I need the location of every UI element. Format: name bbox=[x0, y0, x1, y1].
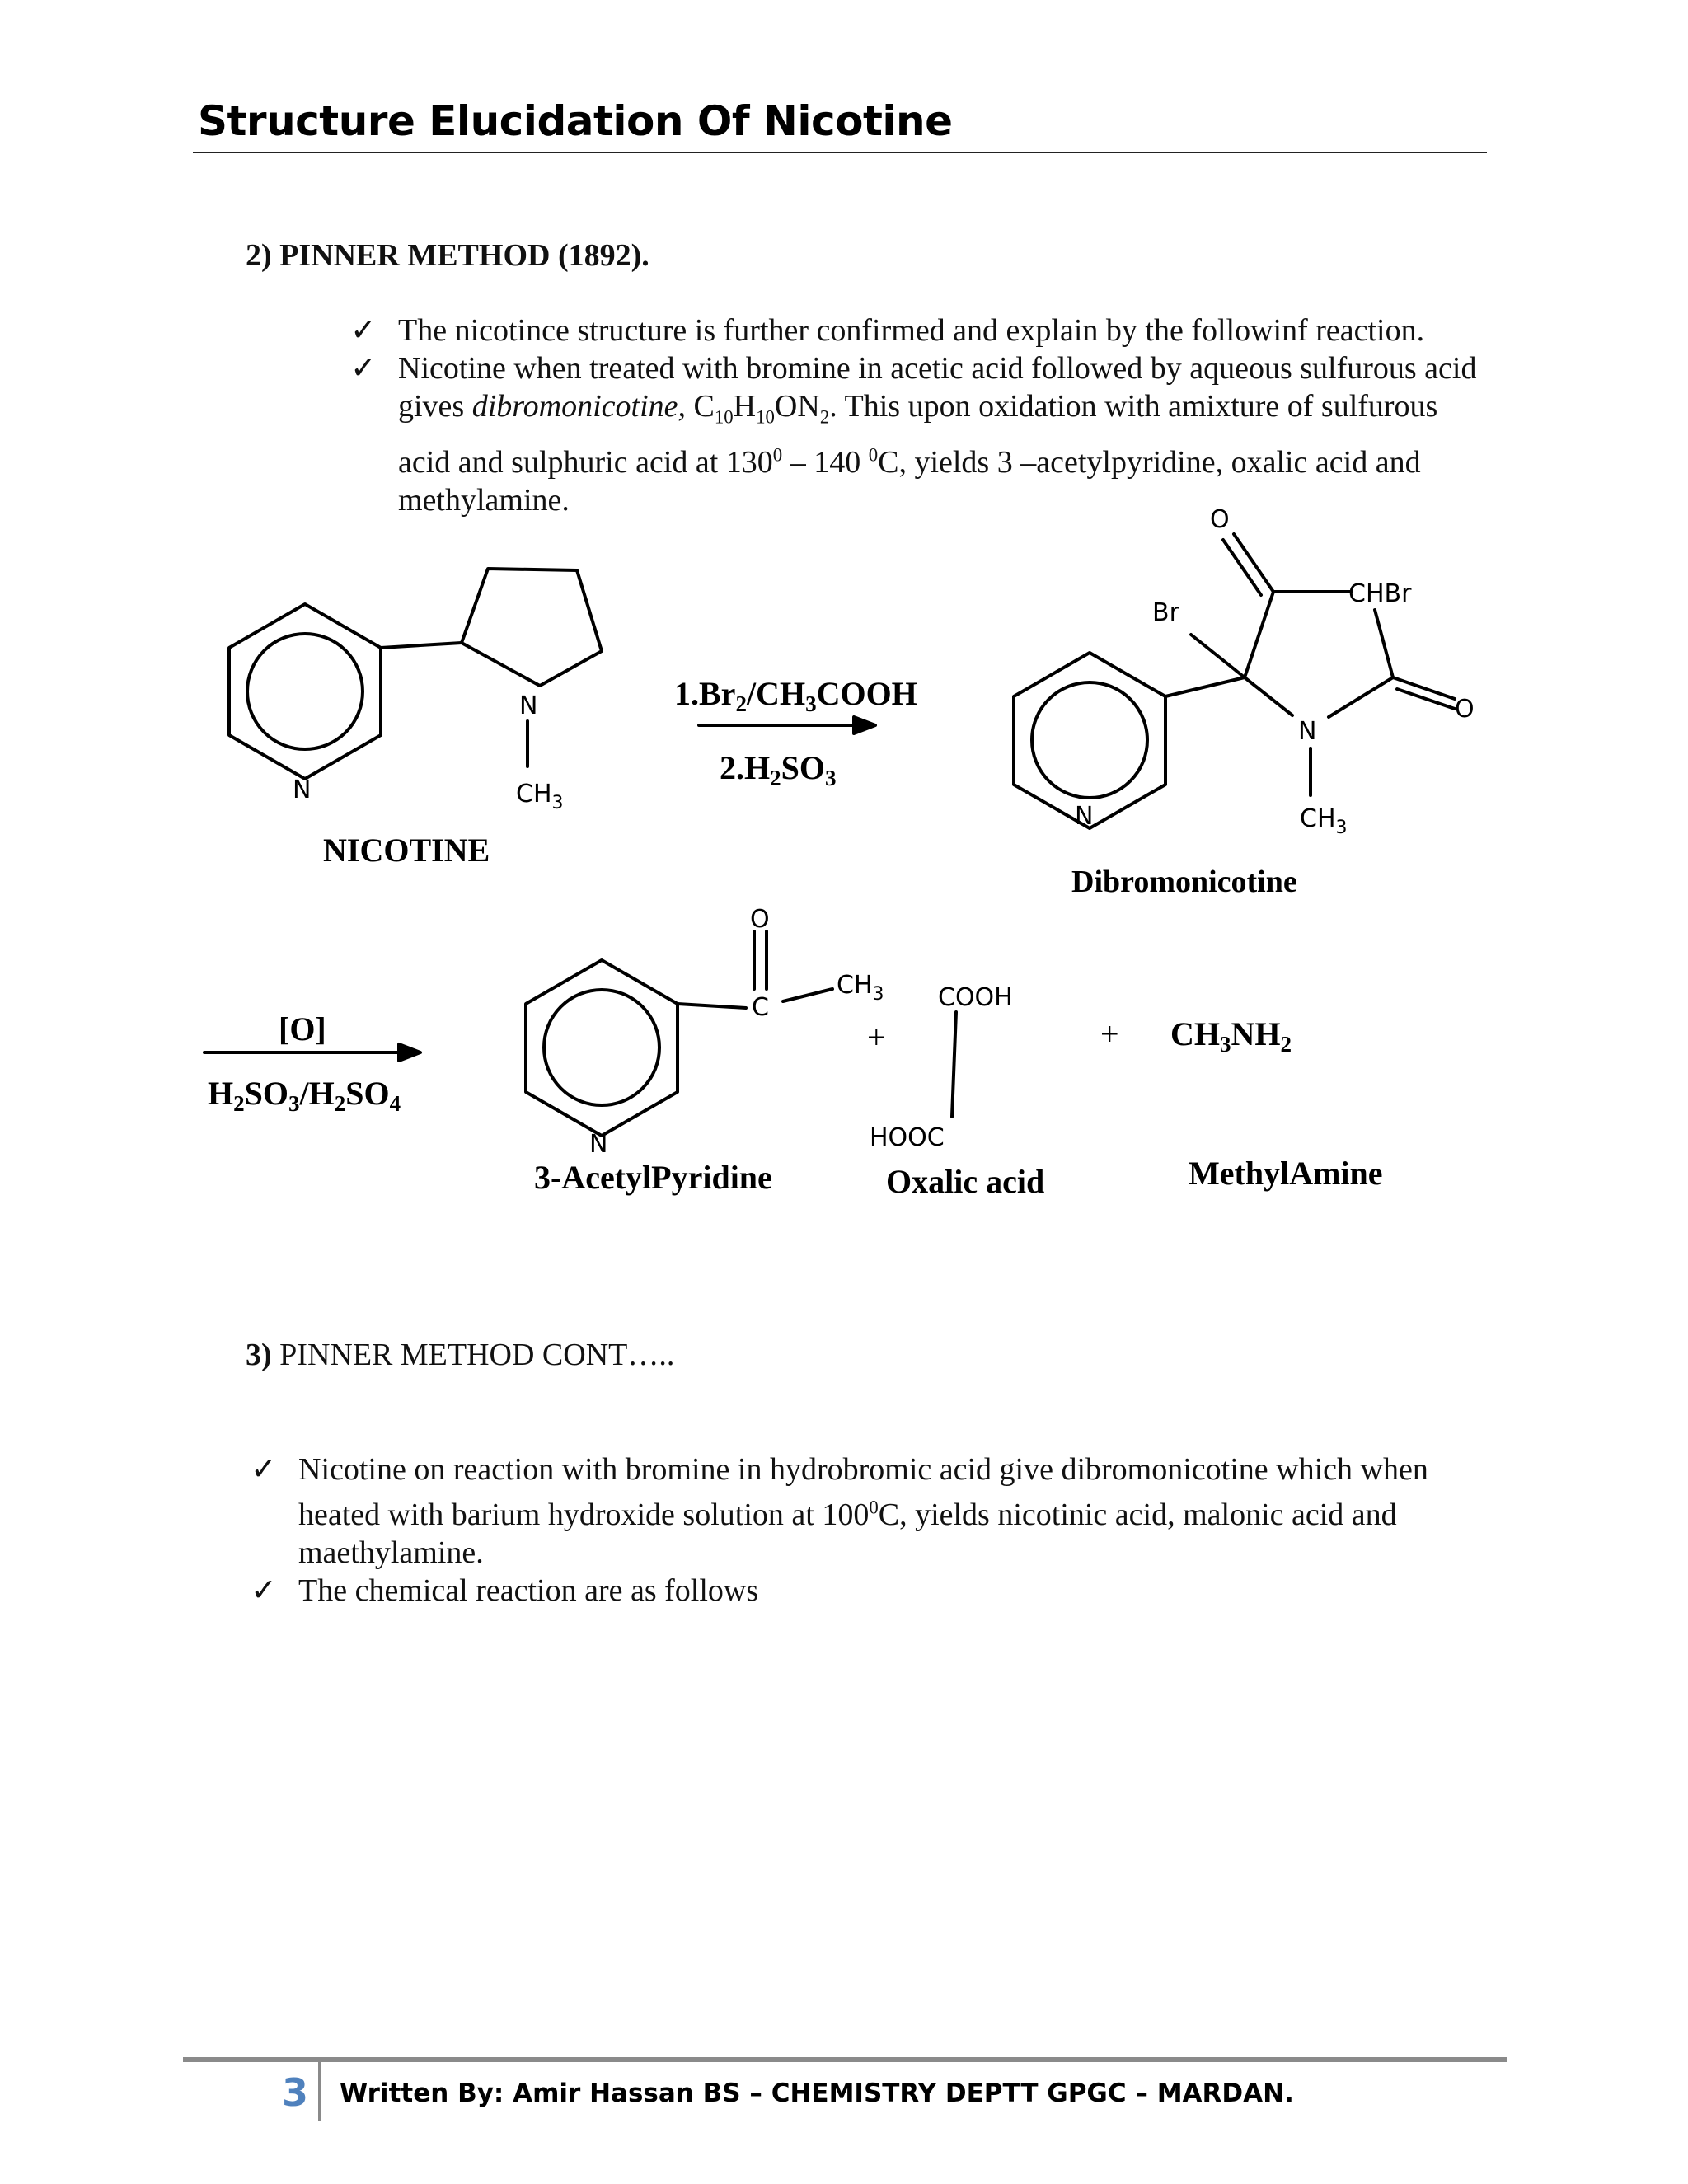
dibromo-co2-bond bbox=[1393, 677, 1455, 699]
section-2-heading: 2) PINNER METHOD (1892). bbox=[246, 238, 649, 273]
list-item bbox=[251, 1451, 1495, 1572]
atom-label: O bbox=[1455, 695, 1475, 724]
atom-label: C bbox=[752, 993, 769, 1022]
oxidant-conditions: $H_2SO_3/H_2SO_4$ bbox=[208, 1075, 401, 1116]
list-item bbox=[350, 312, 1488, 349]
reaction-arrow-2-head bbox=[399, 1044, 420, 1061]
acetylpyridine-ring bbox=[526, 960, 678, 1136]
atom-label: $CH_3$ bbox=[516, 780, 564, 813]
oxalic-cc-bond bbox=[952, 1012, 956, 1117]
checkmark-icon: ✓ bbox=[350, 351, 377, 386]
section-2-bullets bbox=[350, 312, 1488, 519]
dibromo-link-bond bbox=[1165, 677, 1245, 696]
nicotine-link-bond bbox=[381, 643, 462, 648]
dibromo-bond bbox=[1375, 610, 1393, 677]
atom-label: O bbox=[750, 905, 770, 934]
footer-rule bbox=[183, 2057, 1507, 2062]
atom-label: N bbox=[293, 776, 312, 804]
acetylpyridine-aromatic-circle bbox=[544, 990, 659, 1105]
dibromo-bond bbox=[1329, 677, 1393, 717]
atom-label: $CH_3$ bbox=[1300, 804, 1348, 838]
page-number: 3 bbox=[282, 2070, 309, 2115]
oxalic-acid-label: Oxalic acid bbox=[886, 1163, 1045, 1200]
header-rule bbox=[193, 152, 1487, 153]
nicotine-pyridine-ring bbox=[229, 604, 381, 779]
acetyl-link-bond bbox=[678, 1004, 746, 1008]
dibromo-co-bond bbox=[1234, 534, 1273, 592]
list-item bbox=[251, 1572, 1495, 1610]
atom-label: COOH bbox=[938, 983, 1013, 1012]
checkmark-icon: ✓ bbox=[251, 1572, 277, 1608]
page-header-title: Structure Elucidation Of Nicotine bbox=[198, 97, 953, 145]
nicotine-pyrrolidine-ring bbox=[462, 569, 602, 686]
bullet-text: Nicotine on reaction with bromine in hydrobromic acid give dibromonicotine which when heated with barium hydroxide solution at $100^0C$, yields nicotinic acid, malonic acid and maethylamine. bbox=[298, 1452, 1428, 1570]
footer-page-divider bbox=[318, 2062, 321, 2121]
dibromo-aromatic-circle bbox=[1032, 682, 1147, 798]
bullet-text: The chemical reaction are as follows bbox=[298, 1572, 759, 1608]
checkmark-icon: ✓ bbox=[350, 313, 377, 348]
methylamine-formula: $CH_3NH_2$ bbox=[1170, 1015, 1292, 1057]
atom-label: Br bbox=[1152, 598, 1179, 627]
atom-label: N bbox=[1298, 717, 1317, 746]
atom-label: N bbox=[589, 1130, 608, 1159]
dibromo-bond bbox=[1245, 677, 1292, 715]
plus-sign: + bbox=[867, 1019, 886, 1056]
atom-label: HOOC bbox=[870, 1123, 945, 1152]
oxidant-label: [O] bbox=[279, 1010, 326, 1047]
list-item bbox=[350, 349, 1488, 519]
reagent-step-2: $2.H_2SO_3$ bbox=[720, 749, 837, 790]
dibromo-pyridine-ring bbox=[1014, 653, 1165, 828]
plus-sign: + bbox=[1100, 1015, 1119, 1052]
atom-label: CHBr bbox=[1348, 579, 1412, 608]
dibromo-co-bond-double bbox=[1223, 540, 1261, 595]
dibromo-bond bbox=[1245, 592, 1273, 677]
dibromo-co2-bond-double bbox=[1397, 689, 1455, 709]
dibromo-br-bond bbox=[1191, 635, 1245, 677]
section-3-heading: 3) PINNER METHOD CONT….. bbox=[246, 1338, 675, 1372]
acetyl-ch3-bond bbox=[783, 989, 832, 1001]
atom-label: N bbox=[519, 691, 538, 720]
section-3-bullets bbox=[251, 1451, 1495, 1610]
atom-label: N bbox=[1075, 802, 1094, 831]
nicotine-aromatic-circle bbox=[247, 634, 363, 749]
checkmark-icon: ✓ bbox=[251, 1452, 277, 1487]
acetylpyridine-label: 3-AcetylPyridine bbox=[534, 1159, 772, 1196]
bullet-text: The nicotince structure is further confirmed and explain by the followinf reaction. bbox=[398, 313, 1425, 348]
reagent-step-1: $1.Br_2/CH_3COOH$ bbox=[674, 675, 917, 716]
nicotine-label: NICOTINE bbox=[323, 832, 490, 869]
bullet-text: Nicotine when treated with bromine in acetic acid followed by aqueous sulfurous acid gives dibromonicotine, $C_{10}H_{10}ON_2$. This upon oxidation with amixture of sulfurous acid and sulphuric acid at $130^0 - 140$ $^0$C, yields 3 –acetylpyridine, oxalic acid and methylamine. bbox=[398, 351, 1477, 518]
methylamine-label: MethylAmine bbox=[1189, 1155, 1383, 1192]
dibromonicotine-label: Dibromonicotine bbox=[1071, 865, 1297, 899]
reaction-arrow-1-head bbox=[854, 717, 875, 733]
atom-label: O bbox=[1210, 505, 1230, 534]
atom-label: $CH_3$ bbox=[837, 971, 884, 1005]
footer-author: Written By: Amir Hassan BS – CHEMISTRY DEPTT GPGC – MARDAN. bbox=[340, 2079, 1294, 2108]
